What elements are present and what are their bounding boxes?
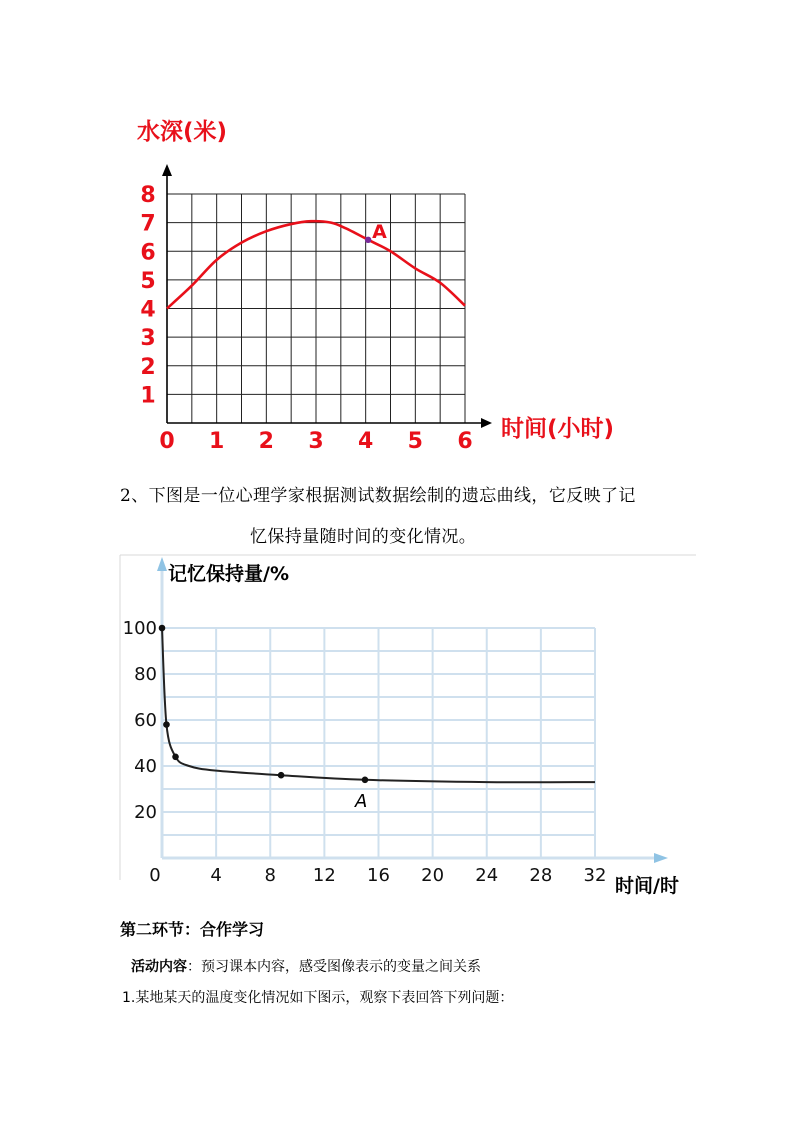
chart1-y-tick-label: 3 xyxy=(140,326,156,352)
question-1: 1.某地某天的温度变化情况如下图示，观察下表回答下列问题： xyxy=(122,990,514,1006)
chart2-y-tick-label: 60 xyxy=(134,710,157,731)
chart2-y-tick-label: 40 xyxy=(134,756,157,777)
chart2-data-point xyxy=(163,721,170,728)
chart2-data-point xyxy=(159,625,166,632)
activity-text: ：预习课本内容，感受图像表示的变量之间关系 xyxy=(187,959,481,975)
chart2-x-tick-label: 12 xyxy=(312,865,336,886)
chart1-y-tick-label: 7 xyxy=(140,211,156,237)
chart1-x-tick-label: 1 xyxy=(209,429,225,454)
chart2-y-tick-labels xyxy=(123,618,157,823)
chart2-x-axis-arrow xyxy=(654,853,668,863)
chart1-x-tick-label: 0 xyxy=(159,429,175,454)
chart2-x-tick-label: 24 xyxy=(475,865,499,886)
chart2-x-tick-label: 0 xyxy=(149,865,161,886)
chart2-grid xyxy=(162,628,595,858)
chart2-x-tick-label: 8 xyxy=(264,865,276,886)
chart2-y-tick-label: 100 xyxy=(122,618,157,639)
chart1-y-tick-label: 6 xyxy=(140,240,156,266)
chart1-x-tick-label: 6 xyxy=(457,429,473,454)
chart2-x-axis-label: 时间/时 xyxy=(615,875,679,897)
chart1-grid xyxy=(167,194,465,423)
chart2-x-tick-label: 16 xyxy=(367,865,390,886)
chart1-y-tick-label: 2 xyxy=(140,354,156,380)
chart1-y-tick-label: 8 xyxy=(140,183,156,208)
chart1-y-tick-label: 5 xyxy=(140,268,156,294)
chart2-x-tick-label: 20 xyxy=(421,865,445,886)
chart2-data-point xyxy=(172,754,179,761)
section-title: 第二环节：合作学习 xyxy=(120,920,265,939)
chart2-data-point xyxy=(362,777,369,784)
chart2-axes xyxy=(157,557,668,863)
chart1-y-axis-arrow xyxy=(162,164,172,176)
activity-line xyxy=(131,956,481,976)
chart1-x-tick-label: 5 xyxy=(407,429,423,454)
chart2-x-tick-label: 4 xyxy=(210,865,222,886)
chart1-point-a-label: A xyxy=(372,220,387,243)
chart1-y-axis-label: 水深(米) xyxy=(137,119,228,145)
chart1-x-tick-label: 3 xyxy=(308,429,324,454)
intro-line-2: 忆保持量随时间的变化情况。 xyxy=(250,527,477,547)
chart2-y-axis-label: 记忆保持量/% xyxy=(168,563,289,585)
chart1-y-tick-label: 1 xyxy=(140,383,156,409)
chart2-y-tick-label: 20 xyxy=(134,802,157,823)
chart1-x-tick-label: 2 xyxy=(258,429,274,454)
chart2-point-a-label: A xyxy=(354,790,368,812)
section-heading xyxy=(120,917,264,940)
chart1-x-tick-label: 4 xyxy=(358,429,374,454)
chart2-x-tick-labels xyxy=(149,865,606,886)
intro-line-1: 2、下图是一位心理学家根据测试数据绘制的遗忘曲线，它反映了记 xyxy=(120,486,636,506)
chart1-axes xyxy=(162,164,492,428)
chart1-x-tick-labels xyxy=(159,429,472,454)
water-depth-chart xyxy=(0,0,794,470)
forgetting-curve-chart xyxy=(0,540,794,900)
chart1-y-tick-label: 4 xyxy=(140,297,156,323)
chart1-y-tick-labels xyxy=(140,183,155,408)
chart2-y-tick-label: 80 xyxy=(134,664,157,685)
chart2-x-tick-label: 32 xyxy=(583,865,607,886)
chart2-y-axis-arrow xyxy=(157,557,167,571)
chart2-x-tick-label: 28 xyxy=(529,865,553,886)
chart2-data-point xyxy=(278,772,285,779)
chart1-point-a xyxy=(365,237,371,243)
chart1-x-axis-label: 时间(小时) xyxy=(501,416,615,442)
chart1-x-axis-arrow xyxy=(481,418,492,428)
chart2-data-points xyxy=(159,625,369,783)
activity-label: 活动内容 xyxy=(131,959,187,975)
